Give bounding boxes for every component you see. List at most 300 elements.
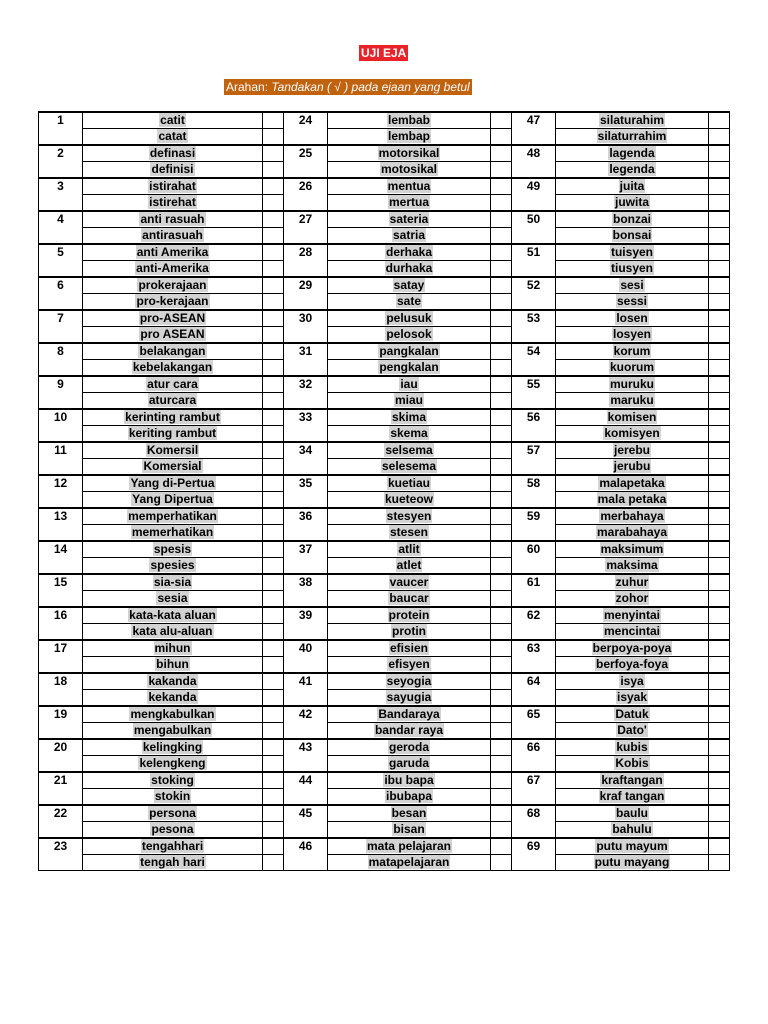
- spelling-option-cell: [556, 690, 709, 707]
- question-number: 36: [284, 508, 328, 541]
- tick-box[interactable]: [491, 195, 512, 212]
- spelling-option: mertua: [388, 195, 429, 209]
- tick-box[interactable]: [491, 657, 512, 674]
- question-number: 6: [39, 277, 83, 310]
- spelling-option-cell: [556, 376, 709, 393]
- spelling-option-cell: [556, 508, 709, 525]
- tick-box[interactable]: [491, 508, 512, 525]
- tick-box[interactable]: [709, 838, 730, 855]
- spelling-option: bandar raya: [374, 723, 444, 737]
- instruction-banner: [224, 79, 472, 95]
- tick-box[interactable]: [709, 723, 730, 740]
- tick-box[interactable]: [263, 838, 284, 855]
- tick-box[interactable]: [263, 822, 284, 839]
- spelling-option: pelosok: [386, 327, 432, 341]
- tick-box[interactable]: [709, 640, 730, 657]
- spelling-option: mengkabulkan: [130, 707, 215, 721]
- spelling-option-cell: [83, 508, 263, 525]
- tick-box[interactable]: [491, 607, 512, 624]
- tick-box[interactable]: [263, 409, 284, 426]
- tick-box[interactable]: [491, 360, 512, 377]
- question-number: 18: [39, 673, 83, 706]
- table-row: [39, 855, 730, 871]
- spelling-option-cell: [556, 442, 709, 459]
- spelling-option-cell: [556, 492, 709, 509]
- spelling-option-cell: [556, 607, 709, 624]
- tick-box[interactable]: [491, 624, 512, 641]
- tick-box[interactable]: [263, 690, 284, 707]
- spelling-option: aturcara: [148, 393, 197, 407]
- table-row: [39, 211, 730, 228]
- tick-box[interactable]: [263, 310, 284, 327]
- spelling-option-cell: [328, 822, 491, 839]
- spelling-option: selesema: [381, 459, 437, 473]
- spelling-option: seyogia: [386, 674, 432, 688]
- spelling-option: Dato': [617, 723, 647, 737]
- tick-box[interactable]: [709, 277, 730, 294]
- tick-box[interactable]: [263, 112, 284, 129]
- tick-box[interactable]: [709, 327, 730, 344]
- tick-box[interactable]: [491, 673, 512, 690]
- tick-box[interactable]: [709, 442, 730, 459]
- tick-box[interactable]: [709, 789, 730, 806]
- tick-box[interactable]: [263, 228, 284, 245]
- tick-box[interactable]: [491, 343, 512, 360]
- spelling-option-cell: [556, 772, 709, 789]
- tick-box[interactable]: [263, 145, 284, 162]
- tick-box[interactable]: [263, 723, 284, 740]
- table-row: [39, 409, 730, 426]
- question-number: 14: [39, 541, 83, 574]
- spelling-option-cell: [328, 112, 491, 129]
- question-number: 23: [39, 838, 83, 871]
- question-number: 57: [512, 442, 556, 475]
- question-number: 50: [512, 211, 556, 244]
- table-row: [39, 739, 730, 756]
- tick-box[interactable]: [491, 838, 512, 855]
- table-row: [39, 129, 730, 146]
- table-row: [39, 805, 730, 822]
- spelling-option: korum: [613, 344, 651, 358]
- spelling-option-cell: [328, 162, 491, 179]
- tick-box[interactable]: [709, 129, 730, 146]
- tick-box[interactable]: [709, 360, 730, 377]
- spelling-option-cell: [556, 723, 709, 740]
- tick-box[interactable]: [263, 673, 284, 690]
- spelling-option: pesona: [151, 822, 194, 836]
- question-number: 11: [39, 442, 83, 475]
- table-row: [39, 492, 730, 509]
- table-row: [39, 261, 730, 278]
- question-number: 3: [39, 178, 83, 211]
- tick-box[interactable]: [709, 178, 730, 195]
- question-number: 33: [284, 409, 328, 442]
- tick-box[interactable]: [491, 723, 512, 740]
- spelling-option: lembab: [387, 113, 430, 127]
- table-row: [39, 327, 730, 344]
- tick-box[interactable]: [263, 525, 284, 542]
- tick-box[interactable]: [709, 310, 730, 327]
- tick-box[interactable]: [491, 772, 512, 789]
- spelling-option-cell: [83, 261, 263, 278]
- tick-box[interactable]: [491, 739, 512, 756]
- spelling-option-cell: [328, 541, 491, 558]
- spelling-option: komisen: [607, 410, 657, 424]
- tick-box[interactable]: [491, 277, 512, 294]
- spelling-option-cell: [83, 855, 263, 871]
- question-number: 9: [39, 376, 83, 409]
- tick-box[interactable]: [709, 426, 730, 443]
- tick-box[interactable]: [491, 244, 512, 261]
- spelling-option: Bandaraya: [378, 707, 440, 721]
- spelling-option-cell: [83, 574, 263, 591]
- spelling-option-cell: [556, 228, 709, 245]
- tick-box[interactable]: [709, 772, 730, 789]
- spelling-option: Kobis: [615, 756, 649, 770]
- spelling-option-cell: [83, 706, 263, 723]
- tick-box[interactable]: [709, 558, 730, 575]
- tick-box[interactable]: [263, 640, 284, 657]
- tick-box[interactable]: [263, 508, 284, 525]
- spelling-option-cell: [328, 310, 491, 327]
- tick-box[interactable]: [709, 393, 730, 410]
- spelling-option-cell: [328, 228, 491, 245]
- spelling-option-cell: [556, 178, 709, 195]
- tick-box[interactable]: [263, 607, 284, 624]
- question-number: 69: [512, 838, 556, 871]
- tick-box[interactable]: [709, 228, 730, 245]
- tick-box[interactable]: [263, 178, 284, 195]
- question-number: 8: [39, 343, 83, 376]
- tick-box[interactable]: [263, 294, 284, 311]
- spelling-option-cell: [328, 492, 491, 509]
- table-row: [39, 277, 730, 294]
- spelling-option-cell: [328, 459, 491, 476]
- tick-box[interactable]: [491, 541, 512, 558]
- spelling-option: bisan: [393, 822, 425, 836]
- spelling-option: kuetiau: [387, 476, 430, 490]
- tick-box[interactable]: [263, 244, 284, 261]
- tick-box[interactable]: [709, 211, 730, 228]
- table-row: [39, 756, 730, 773]
- spelling-option: kebelakangan: [132, 360, 213, 374]
- tick-box[interactable]: [491, 294, 512, 311]
- tick-box[interactable]: [263, 558, 284, 575]
- spelling-option-cell: [328, 756, 491, 773]
- tick-box[interactable]: [263, 492, 284, 509]
- tick-box[interactable]: [709, 244, 730, 261]
- spelling-option: definasi: [149, 146, 196, 160]
- tick-box[interactable]: [709, 376, 730, 393]
- tick-box[interactable]: [263, 211, 284, 228]
- question-number: 31: [284, 343, 328, 376]
- spelling-option-cell: [328, 624, 491, 641]
- page-title: UJI EJA: [361, 46, 407, 60]
- table-row: [39, 244, 730, 261]
- tick-box[interactable]: [709, 607, 730, 624]
- spelling-option-cell: [83, 211, 263, 228]
- spelling-option-cell: [556, 294, 709, 311]
- question-number: 21: [39, 772, 83, 805]
- tick-box[interactable]: [491, 525, 512, 542]
- spelling-option: sayugia: [386, 690, 432, 704]
- spelling-option: stoking: [151, 773, 194, 787]
- tick-box[interactable]: [709, 112, 730, 129]
- spelling-option-cell: [556, 211, 709, 228]
- tick-box[interactable]: [491, 822, 512, 839]
- spelling-option: geroda: [388, 740, 429, 754]
- spelling-option: Yang Dipertua: [132, 492, 213, 506]
- spelling-option-cell: [83, 426, 263, 443]
- spelling-option-cell: [556, 475, 709, 492]
- tick-box[interactable]: [263, 426, 284, 443]
- spelling-option-cell: [328, 343, 491, 360]
- spelling-table-body: [39, 112, 730, 871]
- tick-box[interactable]: [709, 805, 730, 822]
- question-number: 67: [512, 772, 556, 805]
- spelling-option: motorsikal: [378, 146, 440, 160]
- spelling-option-cell: [83, 558, 263, 575]
- tick-box[interactable]: [491, 145, 512, 162]
- spelling-option: atlet: [396, 558, 422, 572]
- spelling-option: kakanda: [148, 674, 197, 688]
- spelling-option: ibubapa: [385, 789, 432, 803]
- tick-box[interactable]: [491, 162, 512, 179]
- spelling-option-cell: [83, 673, 263, 690]
- tick-box[interactable]: [709, 690, 730, 707]
- tick-box[interactable]: [263, 360, 284, 377]
- tick-box[interactable]: [491, 690, 512, 707]
- tick-box[interactable]: [491, 475, 512, 492]
- tick-box[interactable]: [709, 162, 730, 179]
- spelling-option-cell: [328, 129, 491, 146]
- spelling-option-cell: [556, 409, 709, 426]
- tick-box[interactable]: [709, 855, 730, 871]
- tick-box[interactable]: [709, 492, 730, 509]
- spelling-option-cell: [328, 261, 491, 278]
- question-number: 56: [512, 409, 556, 442]
- tick-box[interactable]: [709, 343, 730, 360]
- question-number: 40: [284, 640, 328, 673]
- tick-box[interactable]: [263, 393, 284, 410]
- tick-box[interactable]: [263, 805, 284, 822]
- spelling-option: maksima: [606, 558, 658, 572]
- spelling-option-cell: [556, 459, 709, 476]
- tick-box[interactable]: [709, 756, 730, 773]
- spelling-option: miau: [394, 393, 423, 407]
- tick-box[interactable]: [263, 195, 284, 212]
- tick-box[interactable]: [491, 409, 512, 426]
- tick-box[interactable]: [709, 475, 730, 492]
- tick-box[interactable]: [263, 162, 284, 179]
- table-row: [39, 112, 730, 129]
- spelling-option: kuorum: [609, 360, 654, 374]
- tick-box[interactable]: [491, 640, 512, 657]
- tick-box[interactable]: [491, 112, 512, 129]
- tick-box[interactable]: [491, 426, 512, 443]
- tick-box[interactable]: [709, 591, 730, 608]
- tick-box[interactable]: [491, 178, 512, 195]
- tick-box[interactable]: [491, 558, 512, 575]
- tick-box[interactable]: [263, 277, 284, 294]
- tick-box[interactable]: [709, 525, 730, 542]
- spelling-option: komisyen: [604, 426, 660, 440]
- tick-box[interactable]: [263, 591, 284, 608]
- spelling-option-cell: [556, 426, 709, 443]
- tick-box[interactable]: [491, 706, 512, 723]
- spelling-option: silaturahim: [599, 113, 665, 127]
- tick-box[interactable]: [709, 657, 730, 674]
- tick-box[interactable]: [709, 624, 730, 641]
- tick-box[interactable]: [491, 789, 512, 806]
- tick-box[interactable]: [263, 541, 284, 558]
- question-number: 10: [39, 409, 83, 442]
- tick-box[interactable]: [263, 261, 284, 278]
- spelling-option: stesen: [389, 525, 429, 539]
- tick-box[interactable]: [491, 574, 512, 591]
- spelling-option: protin: [392, 624, 426, 638]
- spelling-option-cell: [556, 393, 709, 410]
- spelling-option: berpoya-poya: [592, 641, 672, 655]
- question-number: 32: [284, 376, 328, 409]
- question-number: 12: [39, 475, 83, 508]
- tick-box[interactable]: [709, 574, 730, 591]
- question-number: 30: [284, 310, 328, 343]
- tick-box[interactable]: [263, 855, 284, 871]
- tick-box[interactable]: [491, 211, 512, 228]
- tick-box[interactable]: [491, 591, 512, 608]
- tick-box[interactable]: [709, 673, 730, 690]
- spelling-option: sesi: [620, 278, 644, 292]
- table-row: [39, 591, 730, 608]
- spelling-option-cell: [556, 558, 709, 575]
- tick-box[interactable]: [491, 442, 512, 459]
- spelling-option: efisyen: [388, 657, 430, 671]
- tick-box[interactable]: [491, 261, 512, 278]
- spelling-option-cell: [83, 492, 263, 509]
- tick-box[interactable]: [491, 228, 512, 245]
- spelling-option: istirehat: [149, 195, 196, 209]
- spelling-option-cell: [83, 310, 263, 327]
- tick-box[interactable]: [491, 459, 512, 476]
- spelling-option: mata pelajaran: [366, 839, 452, 853]
- tick-box[interactable]: [491, 376, 512, 393]
- table-row: [39, 376, 730, 393]
- spelling-option-cell: [328, 393, 491, 410]
- tick-box[interactable]: [709, 459, 730, 476]
- tick-box[interactable]: [491, 756, 512, 773]
- spelling-option-cell: [83, 772, 263, 789]
- spelling-option: zuhur: [615, 575, 649, 589]
- tick-box[interactable]: [263, 129, 284, 146]
- spelling-option-cell: [328, 723, 491, 740]
- question-number: 46: [284, 838, 328, 871]
- table-row: [39, 640, 730, 657]
- tick-box[interactable]: [709, 822, 730, 839]
- tick-box[interactable]: [263, 624, 284, 641]
- tick-box[interactable]: [263, 706, 284, 723]
- spelling-option: tengahhari: [141, 839, 204, 853]
- tick-box[interactable]: [263, 343, 284, 360]
- tick-box[interactable]: [491, 327, 512, 344]
- tick-box[interactable]: [709, 261, 730, 278]
- spelling-option: sate: [396, 294, 422, 308]
- tick-box[interactable]: [709, 409, 730, 426]
- tick-box[interactable]: [263, 789, 284, 806]
- spelling-option-cell: [328, 838, 491, 855]
- question-number: 65: [512, 706, 556, 739]
- spelling-option-cell: [83, 112, 263, 129]
- spelling-option: legenda: [609, 162, 655, 176]
- spelling-option-cell: [328, 195, 491, 212]
- spelling-option-cell: [83, 360, 263, 377]
- spelling-option: muruku: [609, 377, 654, 391]
- spelling-option-cell: [83, 822, 263, 839]
- tick-box[interactable]: [709, 508, 730, 525]
- question-number: 49: [512, 178, 556, 211]
- spelling-option-cell: [83, 129, 263, 146]
- spelling-option: garuda: [388, 756, 429, 770]
- tick-box[interactable]: [263, 756, 284, 773]
- tick-box[interactable]: [263, 574, 284, 591]
- tick-box[interactable]: [709, 739, 730, 756]
- question-number: 54: [512, 343, 556, 376]
- table-row: [39, 508, 730, 525]
- spelling-option-cell: [328, 178, 491, 195]
- spelling-option: menyintai: [603, 608, 660, 622]
- spelling-option: satria: [392, 228, 426, 242]
- tick-box[interactable]: [263, 657, 284, 674]
- spelling-option: sia-sia: [153, 575, 192, 589]
- tick-box[interactable]: [263, 475, 284, 492]
- tick-box[interactable]: [709, 706, 730, 723]
- tick-box[interactable]: [263, 376, 284, 393]
- tick-box[interactable]: [491, 129, 512, 146]
- spelling-option-cell: [556, 673, 709, 690]
- tick-box[interactable]: [709, 541, 730, 558]
- tick-box[interactable]: [709, 195, 730, 212]
- spelling-option: pro-kerajaan: [136, 294, 209, 308]
- spelling-option: selsema: [385, 443, 433, 457]
- spelling-option: efisien: [389, 641, 428, 655]
- tick-box[interactable]: [263, 772, 284, 789]
- tick-box[interactable]: [263, 739, 284, 756]
- spelling-option: silaturrahim: [597, 129, 667, 143]
- tick-box[interactable]: [263, 442, 284, 459]
- spelling-option-cell: [328, 327, 491, 344]
- tick-box[interactable]: [491, 393, 512, 410]
- tick-box[interactable]: [263, 459, 284, 476]
- spelling-option: baulu: [616, 806, 648, 820]
- spelling-option: mentua: [387, 179, 431, 193]
- tick-box[interactable]: [709, 145, 730, 162]
- tick-box[interactable]: [709, 294, 730, 311]
- tick-box[interactable]: [491, 492, 512, 509]
- spelling-option: kraftangan: [601, 773, 663, 787]
- spelling-option: catit: [160, 113, 185, 127]
- tick-box[interactable]: [263, 327, 284, 344]
- tick-box[interactable]: [491, 805, 512, 822]
- question-number: 27: [284, 211, 328, 244]
- spelling-option-cell: [83, 640, 263, 657]
- spelling-option-cell: [83, 376, 263, 393]
- spelling-option-cell: [83, 591, 263, 608]
- question-number: 29: [284, 277, 328, 310]
- tick-box[interactable]: [491, 855, 512, 871]
- table-row: [39, 343, 730, 360]
- tick-box[interactable]: [491, 310, 512, 327]
- spelling-option-cell: [328, 558, 491, 575]
